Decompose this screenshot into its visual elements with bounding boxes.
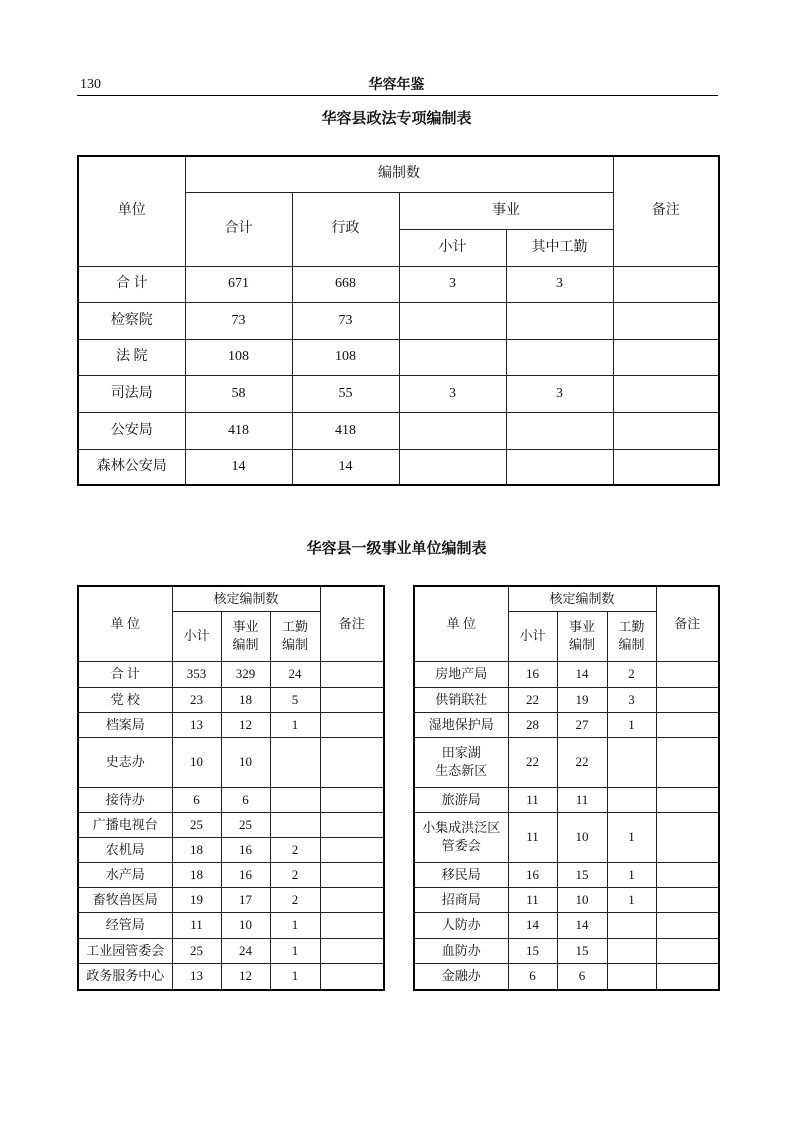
- t1-data-row: [78, 302, 719, 339]
- t2l-unit-cell: 水产局: [78, 862, 172, 887]
- t2l-header-row: [78, 586, 384, 611]
- t2l-header-remarks: 备注: [320, 586, 384, 661]
- t1-admin-cell: 668: [292, 266, 399, 302]
- t1-admin-cell: 73: [292, 302, 399, 339]
- t2l-data-row: [78, 712, 384, 737]
- t2r-remarks-cell: [656, 737, 719, 787]
- t2l-unit-cell: 工业园管委会: [78, 938, 172, 963]
- political-legal-staffing-table: [77, 155, 720, 486]
- t2l-data-row: [78, 837, 384, 862]
- t1-data-row: [78, 339, 719, 375]
- t2l-institution-cell: 16: [221, 862, 270, 887]
- t2r-workers-cell: [607, 912, 656, 938]
- t1-subtotal-cell: [399, 302, 506, 339]
- t2r-data-row: [414, 712, 719, 737]
- t2r-subtotal-cell: 22: [508, 737, 557, 787]
- t1-remarks-cell: [613, 375, 719, 412]
- t2l-remarks-cell: [320, 837, 384, 862]
- t2l-workers-cell: 1: [270, 912, 320, 938]
- t2r-unit-cell: 人防办: [414, 912, 508, 938]
- t1-subtotal-cell: [399, 412, 506, 449]
- t2l-institution-cell: 6: [221, 787, 270, 812]
- t2l-workers-cell: 2: [270, 837, 320, 862]
- t1-workers-cell: [506, 449, 613, 485]
- t1-header-institution: 事业: [399, 192, 613, 229]
- t2r-institution-cell: 15: [557, 862, 607, 887]
- t2r-subtotal-cell: 6: [508, 963, 557, 990]
- header-divider: [77, 95, 718, 96]
- t2r-data-row: [414, 687, 719, 712]
- t2l-data-row: [78, 661, 384, 687]
- t2r-subtotal-cell: 15: [508, 938, 557, 963]
- t2r-header-unit: 单 位: [414, 586, 508, 661]
- t2r-data-row: [414, 862, 719, 887]
- t2r-subtotal-cell: 11: [508, 812, 557, 862]
- t2l-remarks-cell: [320, 938, 384, 963]
- t2l-remarks-cell: [320, 737, 384, 787]
- t2r-workers-cell: 3: [607, 687, 656, 712]
- t2r-institution-cell: 19: [557, 687, 607, 712]
- t1-remarks-cell: [613, 266, 719, 302]
- t1-header-subtotal: 小计: [399, 229, 506, 266]
- t2l-institution-cell: 16: [221, 837, 270, 862]
- t2r-remarks-cell: [656, 787, 719, 812]
- t2l-data-row: [78, 912, 384, 938]
- table2-title: 华容县一级事业单位编制表: [306, 539, 487, 557]
- t2r-workers-cell: [607, 938, 656, 963]
- t2r-workers-cell: 1: [607, 812, 656, 862]
- t2r-institution-cell: 15: [557, 938, 607, 963]
- t1-remarks-cell: [613, 339, 719, 375]
- t2r-remarks-cell: [656, 661, 719, 687]
- t2l-unit-cell: 政务服务中心: [78, 963, 172, 990]
- t1-unit-cell: 司法局: [78, 375, 185, 412]
- t2l-institution-cell: 329: [221, 661, 270, 687]
- t2l-subtotal-cell: 23: [172, 687, 221, 712]
- t2l-subtotal-cell: 19: [172, 887, 221, 912]
- t2r-data-row: [414, 938, 719, 963]
- t2l-workers-cell: 1: [270, 712, 320, 737]
- t2r-institution-cell: 22: [557, 737, 607, 787]
- t2r-remarks-cell: [656, 687, 719, 712]
- t2l-header-unit: 单 位: [78, 586, 172, 661]
- t2r-remarks-cell: [656, 938, 719, 963]
- t2l-workers-cell: [270, 787, 320, 812]
- t1-admin-cell: 55: [292, 375, 399, 412]
- t2l-unit-cell: 接待办: [78, 787, 172, 812]
- t2l-institution-cell: 24: [221, 938, 270, 963]
- t1-total-cell: 73: [185, 302, 292, 339]
- book-title: 华容年鉴: [368, 77, 425, 93]
- t2l-unit-cell: 农机局: [78, 837, 172, 862]
- t2l-workers-cell: 1: [270, 963, 320, 990]
- t1-data-row: [78, 266, 719, 302]
- t1-data-row: [78, 412, 719, 449]
- t1-workers-cell: [506, 302, 613, 339]
- t2r-data-row: [414, 661, 719, 687]
- t2r-institution-cell: 14: [557, 661, 607, 687]
- t1-total-cell: 671: [185, 266, 292, 302]
- t1-workers-cell: 3: [506, 266, 613, 302]
- t2l-subtotal-cell: 6: [172, 787, 221, 812]
- t1-header-total: 合计: [185, 192, 292, 266]
- t2l-unit-cell: 合 计: [78, 661, 172, 687]
- t1-admin-cell: 418: [292, 412, 399, 449]
- t2r-header-row: [414, 586, 719, 611]
- t2r-workers-cell: 1: [607, 862, 656, 887]
- t2l-subtotal-cell: 13: [172, 963, 221, 990]
- t2r-header-institution: 事业 编制: [557, 611, 607, 661]
- t1-workers-cell: [506, 412, 613, 449]
- t2l-data-row: [78, 862, 384, 887]
- t2l-remarks-cell: [320, 887, 384, 912]
- t1-unit-cell: 合 计: [78, 266, 185, 302]
- t2l-remarks-cell: [320, 862, 384, 887]
- t2l-unit-cell: 广播电视台: [78, 812, 172, 837]
- t2r-workers-cell: [607, 787, 656, 812]
- t2l-remarks-cell: [320, 787, 384, 812]
- t2r-header-remarks: 备注: [656, 586, 719, 661]
- t1-admin-cell: 14: [292, 449, 399, 485]
- t2r-remarks-cell: [656, 712, 719, 737]
- t1-total-cell: 14: [185, 449, 292, 485]
- t1-unit-cell: 检察院: [78, 302, 185, 339]
- t2r-data-row: [414, 887, 719, 912]
- t2l-subtotal-cell: 10: [172, 737, 221, 787]
- t1-admin-cell: 108: [292, 339, 399, 375]
- t2r-subtotal-cell: 11: [508, 887, 557, 912]
- t1-remarks-cell: [613, 449, 719, 485]
- t2r-institution-cell: 14: [557, 912, 607, 938]
- t2r-workers-cell: [607, 963, 656, 990]
- t2l-subtotal-cell: 18: [172, 862, 221, 887]
- t2l-data-row: [78, 812, 384, 837]
- t2l-header-subtotal: 小计: [172, 611, 221, 661]
- t2r-subtotal-cell: 22: [508, 687, 557, 712]
- t2l-unit-cell: 档案局: [78, 712, 172, 737]
- t1-unit-cell: 森林公安局: [78, 449, 185, 485]
- t2l-header-institution: 事业 编制: [221, 611, 270, 661]
- t2l-unit-cell: 经管局: [78, 912, 172, 938]
- t2l-institution-cell: 25: [221, 812, 270, 837]
- t2l-institution-cell: 18: [221, 687, 270, 712]
- t2r-header-subtotal: 小计: [508, 611, 557, 661]
- t1-total-cell: 418: [185, 412, 292, 449]
- t2r-unit-cell: 供销联社: [414, 687, 508, 712]
- page-number: 130: [80, 77, 101, 92]
- t1-subtotal-cell: [399, 449, 506, 485]
- t2l-data-row: [78, 787, 384, 812]
- t1-unit-cell: 公安局: [78, 412, 185, 449]
- t2r-data-row: [414, 912, 719, 938]
- t2r-remarks-cell: [656, 912, 719, 938]
- t2r-workers-cell: 1: [607, 887, 656, 912]
- t1-workers-cell: [506, 339, 613, 375]
- t2r-data-row: [414, 812, 719, 862]
- t1-workers-cell: 3: [506, 375, 613, 412]
- t2r-data-row: [414, 787, 719, 812]
- t2r-institution-cell: 11: [557, 787, 607, 812]
- t2l-subtotal-cell: 18: [172, 837, 221, 862]
- t1-data-row: [78, 375, 719, 412]
- t2r-unit-cell: 血防办: [414, 938, 508, 963]
- t2l-institution-cell: 10: [221, 737, 270, 787]
- t2l-workers-cell: 5: [270, 687, 320, 712]
- t2l-unit-cell: 畜牧兽医局: [78, 887, 172, 912]
- t2l-remarks-cell: [320, 912, 384, 938]
- t2r-remarks-cell: [656, 963, 719, 990]
- t1-header-admin: 行政: [292, 192, 399, 266]
- t2l-remarks-cell: [320, 963, 384, 990]
- t2r-subtotal-cell: 11: [508, 787, 557, 812]
- t2l-data-row: [78, 938, 384, 963]
- t2r-unit-cell: 招商局: [414, 887, 508, 912]
- t1-data-row: [78, 449, 719, 485]
- t1-remarks-cell: [613, 412, 719, 449]
- t2r-subtotal-cell: 14: [508, 912, 557, 938]
- t2l-header-workers: 工勤 编制: [270, 611, 320, 661]
- institution-staffing-table-right: [413, 585, 720, 991]
- t2r-remarks-cell: [656, 862, 719, 887]
- t2r-unit-cell: 旅游局: [414, 787, 508, 812]
- t2l-subtotal-cell: 13: [172, 712, 221, 737]
- t1-total-cell: 108: [185, 339, 292, 375]
- t1-subtotal-cell: 3: [399, 375, 506, 412]
- t2r-workers-cell: 2: [607, 661, 656, 687]
- t2r-unit-cell: 移民局: [414, 862, 508, 887]
- t2r-data-row: [414, 737, 719, 787]
- t2r-unit-cell: 金融办: [414, 963, 508, 990]
- t2l-header-approved: 核定编制数: [172, 586, 320, 611]
- t2r-unit-cell: 房地产局: [414, 661, 508, 687]
- t2l-workers-cell: 1: [270, 938, 320, 963]
- t2l-unit-cell: 党 校: [78, 687, 172, 712]
- t2r-remarks-cell: [656, 887, 719, 912]
- t2l-remarks-cell: [320, 712, 384, 737]
- t2l-remarks-cell: [320, 661, 384, 687]
- t2l-institution-cell: 17: [221, 887, 270, 912]
- t2l-data-row: [78, 963, 384, 990]
- t2l-remarks-cell: [320, 812, 384, 837]
- t1-subtotal-cell: 3: [399, 266, 506, 302]
- t2r-institution-cell: 6: [557, 963, 607, 990]
- t1-header-row: [78, 156, 719, 192]
- t2l-data-row: [78, 687, 384, 712]
- t2r-remarks-cell: [656, 812, 719, 862]
- t1-remarks-cell: [613, 302, 719, 339]
- t2l-unit-cell: 史志办: [78, 737, 172, 787]
- t2l-workers-cell: 2: [270, 887, 320, 912]
- t2l-subtotal-cell: 11: [172, 912, 221, 938]
- t1-header-unit: 单位: [78, 156, 185, 266]
- t2r-subtotal-cell: 28: [508, 712, 557, 737]
- t2l-institution-cell: 10: [221, 912, 270, 938]
- t2l-subtotal-cell: 353: [172, 661, 221, 687]
- t2l-data-row: [78, 737, 384, 787]
- t2r-subtotal-cell: 16: [508, 661, 557, 687]
- table1-title: 华容县政法专项编制表: [321, 109, 472, 127]
- t2l-workers-cell: [270, 812, 320, 837]
- t1-total-cell: 58: [185, 375, 292, 412]
- t2l-workers-cell: 2: [270, 862, 320, 887]
- t2r-unit-cell: 湿地保护局: [414, 712, 508, 737]
- t1-subtotal-cell: [399, 339, 506, 375]
- t2r-workers-cell: [607, 737, 656, 787]
- t2l-institution-cell: 12: [221, 712, 270, 737]
- t2r-unit-cell: 田家湖 生态新区: [414, 737, 508, 787]
- t2l-workers-cell: [270, 737, 320, 787]
- t1-header-remarks: 备注: [613, 156, 719, 266]
- t2l-subtotal-cell: 25: [172, 938, 221, 963]
- t2r-institution-cell: 27: [557, 712, 607, 737]
- t1-header-staffing: 编制数: [185, 156, 613, 192]
- t2r-institution-cell: 10: [557, 887, 607, 912]
- t2l-institution-cell: 12: [221, 963, 270, 990]
- t2l-workers-cell: 24: [270, 661, 320, 687]
- t2r-subtotal-cell: 16: [508, 862, 557, 887]
- t2r-institution-cell: 10: [557, 812, 607, 862]
- t2r-data-row: [414, 963, 719, 990]
- t2r-workers-cell: 1: [607, 712, 656, 737]
- institution-staffing-table-left: [77, 585, 385, 991]
- t1-header-workers: 其中工勤: [506, 229, 613, 266]
- t2r-unit-cell: 小集成洪泛区 管委会: [414, 812, 508, 862]
- t2r-header-approved: 核定编制数: [508, 586, 656, 611]
- t1-unit-cell: 法 院: [78, 339, 185, 375]
- t2l-remarks-cell: [320, 687, 384, 712]
- t2l-subtotal-cell: 25: [172, 812, 221, 837]
- t2l-data-row: [78, 887, 384, 912]
- t2r-header-workers: 工勤 编制: [607, 611, 656, 661]
